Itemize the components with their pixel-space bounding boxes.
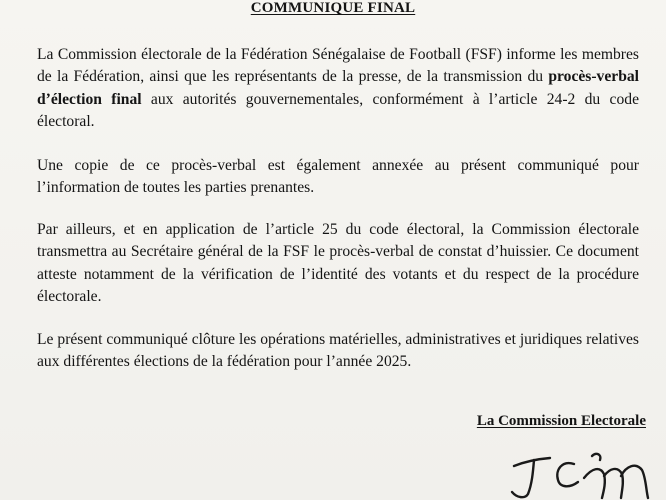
paragraph-transmission-end: aux autorités gouvernementales, conformément à l’article 24-2 du code électoral. [37, 90, 639, 131]
paragraph-bailiff-report: Par ailleurs, et en application de l’article 25 du code électoral, la Commission électorale transmettra au Secrétaire général de la FSF le procès-verbal de constat d’huissier. Ce document atteste notamment de la vérification de l’identité des votants et du respect de la procédure électorale. [37, 221, 639, 306]
signatory-name: La Commission Electorale [476, 413, 646, 429]
document-title: COMMUNIQUE FINAL [250, 0, 416, 16]
handwritten-signature [500, 448, 666, 500]
paragraph-copy-annex: Une copie de ce procès-verbal est également annexée au présent communiqué pour l’information de toutes les parties prenantes. [37, 157, 639, 197]
paragraph-transmission-intro: La Commission électorale de la Fédération Sénégalaise de Football (FSF) informe les membres de la Fédération, ainsi que les représentants de la presse, de la transmission du [37, 46, 639, 86]
paragraph-transmission [37, 44, 639, 134]
paragraph-closing: Le présent communiqué clôture les opérations matérielles, administratives et juridiques relatives aux différentes élections de la fédération pour l’année 2025. [37, 331, 639, 371]
paragraph-transmission-highlight: procès-verbal d’élection final [37, 68, 639, 108]
